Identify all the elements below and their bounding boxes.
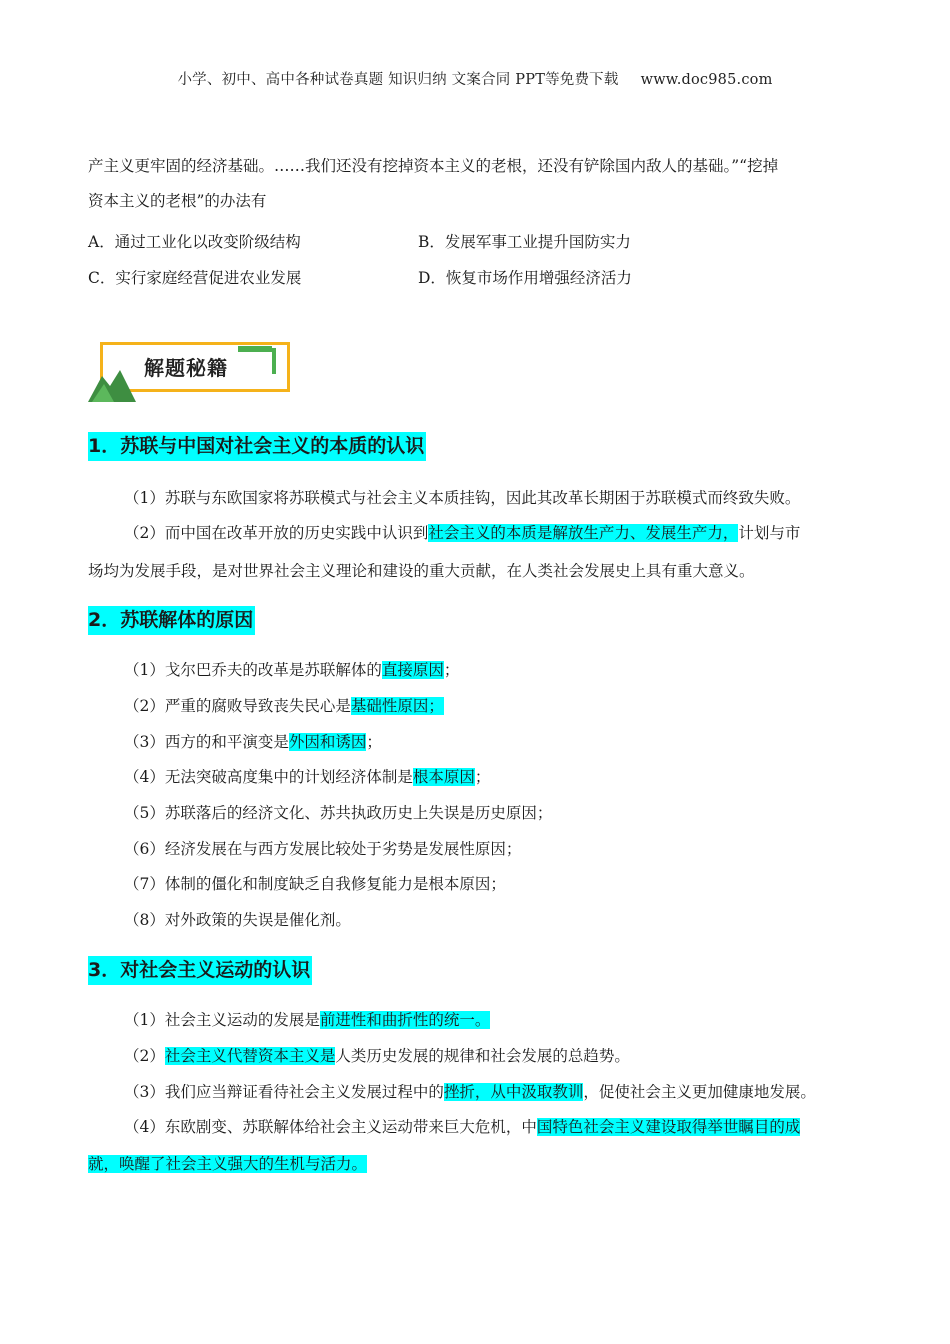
s1-para-1: （1）苏联与东欧国家将苏联模式与社会主义本质挂钩，因此其改革长期困于苏联模式而终致失败。 — [124, 489, 801, 507]
s3-item-4-line2-highlight: 就，唤醒了社会主义强大的生机与活力。 — [88, 1155, 368, 1173]
s2-item-8: （8）对外政策的失误是催化剂。 — [124, 911, 351, 929]
s3-item-4-highlight: 国特色社会主义建设取得举世瞩目的成 — [536, 1118, 801, 1136]
s3-item-1-highlight: 前进性和曲折性的统一。 — [319, 1011, 491, 1029]
section-title-1: 1．苏联与中国对社会主义的本质的认识 — [88, 432, 426, 461]
question-stem-line2: 资本主义的老根”的办法有 — [88, 192, 267, 210]
s2-item-1-highlight: 直接原因 — [381, 661, 444, 679]
s3-item-2-pre: （2） — [124, 1047, 165, 1065]
s2-item-1 — [124, 658, 459, 680]
s1-para-2-line2: 场均为发展手段，是对世界社会主义理论和建设的重大贡献，在人类社会发展史上具有重大意义。 — [88, 562, 755, 580]
s1-para-2-highlight: 社会主义的本质是解放生产力、发展生产力， — [428, 524, 739, 542]
banner-title: 解题秘籍 — [144, 356, 228, 380]
s3-item-2-highlight: 社会主义代替资本主义是 — [164, 1047, 336, 1065]
option-a[interactable]: A．通过工业化以改变阶级结构 — [88, 233, 301, 251]
header-text: 小学、初中、高中各种试卷真题 知识归纳 文案合同 PPT等免费下载 — [177, 72, 619, 88]
s2-item-4-highlight: 根本原因 — [412, 768, 475, 786]
banner-accent — [238, 346, 272, 352]
s3-item-3 — [124, 1080, 816, 1102]
s2-item-4 — [124, 765, 490, 787]
page-header — [0, 68, 950, 89]
option-b[interactable]: B．发展军事工业提升国防实力 — [418, 233, 631, 251]
s2-item-3 — [124, 730, 382, 752]
banner-accent-vertical — [272, 348, 276, 374]
s2-item-4-pre: （4）无法突破高度集中的计划经济体制是 — [124, 768, 413, 786]
s3-item-2-post: 人类历史发展的规律和社会发展的总趋势。 — [335, 1047, 630, 1065]
s2-item-7: （7）体制的僵化和制度缺乏自我修复能力是根本原因； — [124, 875, 506, 893]
s3-item-4-pre: （4）东欧剧变、苏联解体给社会主义运动带来巨大危机，中 — [124, 1118, 537, 1136]
s3-item-4-line2 — [88, 1152, 367, 1174]
option-c[interactable]: C．实行家庭经营促进农业发展 — [88, 269, 302, 287]
section-title-2: 2．苏联解体的原因 — [88, 606, 255, 635]
s2-item-3-post: ； — [366, 733, 382, 751]
s2-item-3-pre: （3）西方的和平演变是 — [124, 733, 289, 751]
s2-item-5: （5）苏联落后的经济文化、苏共执政历史上失误是历史原因； — [124, 804, 553, 822]
question-stem — [88, 149, 863, 219]
s2-item-4-post: ； — [474, 768, 491, 786]
s3-item-3-post: ，促使社会主义更加健康地发展。 — [583, 1083, 816, 1101]
s1-para-2 — [124, 521, 800, 543]
s2-item-2 — [124, 694, 444, 716]
s3-item-4 — [124, 1115, 800, 1137]
s2-item-6: （6）经济发展在与西方发展比较处于劣势是发展性原因； — [124, 840, 522, 858]
s3-item-1-pre: （1）社会主义运动的发展是 — [124, 1011, 320, 1029]
section-title-3: 3．对社会主义运动的认识 — [88, 956, 312, 985]
s1-para-2-post: 计划与市 — [738, 524, 801, 542]
header-url[interactable]: www.doc985.com — [640, 72, 773, 88]
tips-banner — [88, 338, 298, 402]
question-stem-line1: 产主义更牢固的经济基础。……我们还没有挖掉资本主义的老根，还没有铲除国内敌人的基础。”“挖掉 — [88, 157, 779, 175]
s2-item-2-pre: （2）严重的腐败导致丧失民心是 — [124, 697, 351, 715]
s3-item-2 — [124, 1044, 630, 1066]
s2-item-2-highlight: 基础性原因； — [350, 697, 444, 715]
s3-item-1 — [124, 1008, 490, 1030]
option-d[interactable]: D．恢复市场作用增强经济活力 — [418, 269, 632, 287]
mountain-icon — [88, 356, 138, 402]
s3-item-3-highlight: 挫折，从中汲取教训 — [443, 1083, 584, 1101]
s2-item-1-pre: （1）戈尔巴乔夫的改革是苏联解体的 — [124, 661, 382, 679]
s1-para-2-pre: （2）而中国在改革开放的历史实践中认识到 — [124, 524, 429, 542]
s2-item-3-highlight: 外因和诱因 — [288, 733, 367, 751]
s2-item-1-post: ； — [443, 661, 460, 679]
s3-item-3-pre: （3）我们应当辩证看待社会主义发展过程中的 — [124, 1083, 444, 1101]
